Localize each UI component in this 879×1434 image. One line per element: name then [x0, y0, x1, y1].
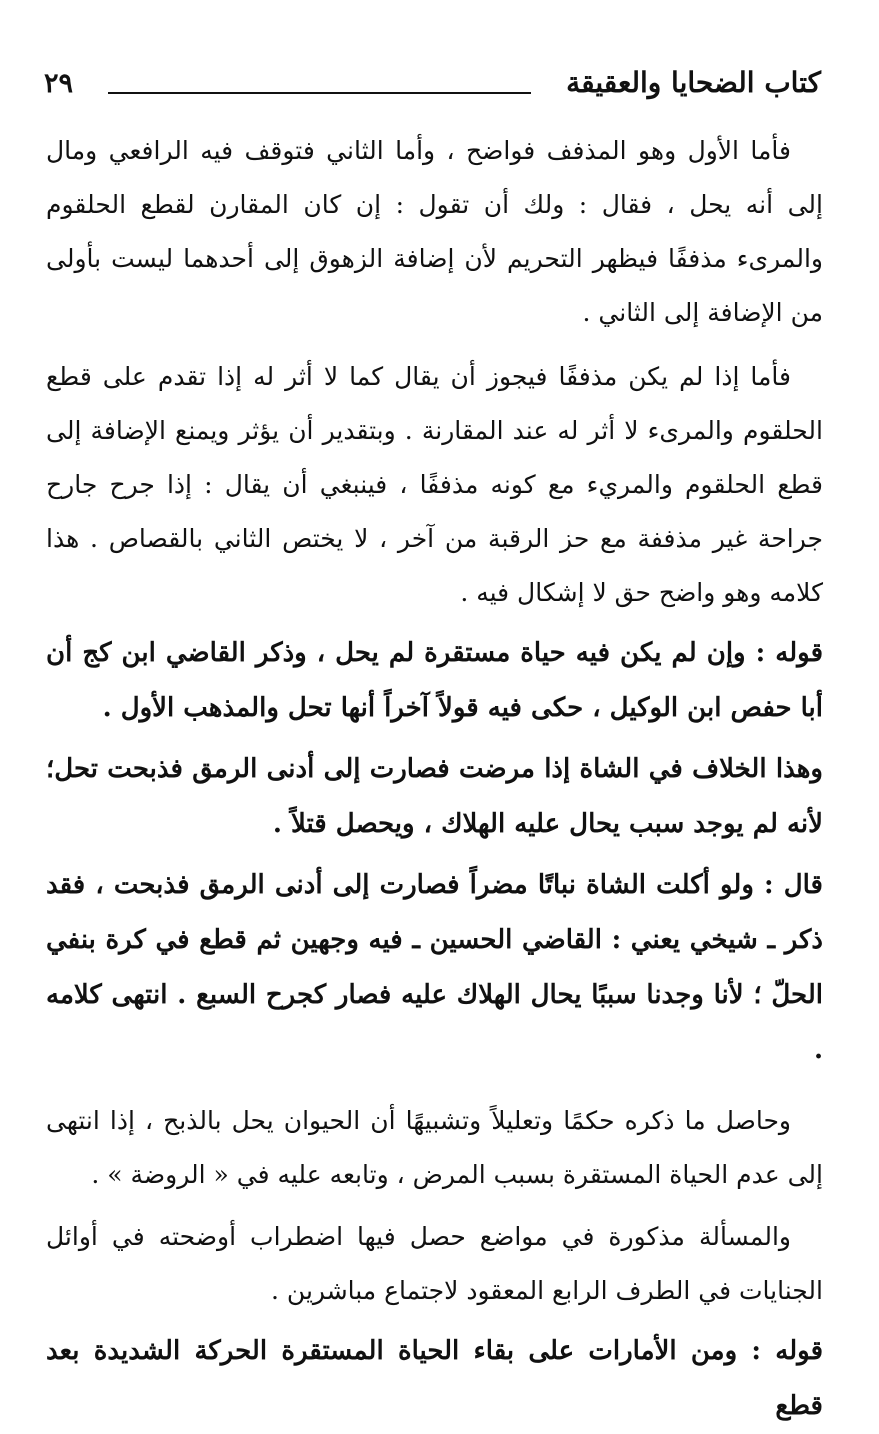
paragraph-bold-quote: قوله : وإن لم يكن فيه حياة مستقرة لم يحل ، وذكر القاضي ابن كج أن أبا حفص ابن الوكيل ، حكى فيه قولاً آخراً أنها تحل والمذهب الأول . [46, 638, 823, 723]
book-title: كتاب الضحايا والعقيقة [566, 66, 821, 99]
main-text [46, 124, 823, 1434]
running-header [44, 62, 821, 118]
header-rule [108, 92, 531, 94]
page-number: ٢٩ [44, 68, 74, 99]
paragraph: والمسألة مذكورة في مواضع حصل فيها اضطراب أوضحته في أوائل الجنايات في الطرف الرابع المعقود لاجتماع مباشرين . [46, 1222, 823, 1305]
paragraph: فأما إذا لم يكن مذففًا فيجوز أن يقال كما لا أثر له إذا تقدم على قطع الحلقوم والمرىء لا أثر له عند المقارنة . وبتقدير أن يؤثر ويمنع الإضافة إلى قطع الحلقوم والمريء مع كونه مذففًا ، فينبغي أن يقال : إذا جرح جارح جراحة غير مذففة مع حز الرقبة من آخر ، لا يختص الثاني بالقصاص . هذا كلامه وهو واضح حق لا إشكال فيه . [46, 362, 823, 607]
paragraph-bold-quote: قوله : ومن الأمارات على بقاء الحياة المستقرة الحركة الشديدة بعد قطع [46, 1336, 823, 1421]
paragraph-bold: وهذا الخلاف في الشاة إذا مرضت فصارت إلى أدنى الرمق فذبحت تحل؛ لأنه لم يوجد سبب يحال عليه الهلاك ، ويحصل قتلاً . [46, 754, 823, 839]
paragraph: وحاصل ما ذكره حكمًا وتعليلاً وتشبيهًا أن الحيوان يحل بالذبح ، إذا انتهى إلى عدم الحياة المستقرة بسبب المرض ، وتابعه عليه في « الروضة » . [46, 1106, 823, 1189]
paragraph: فأما الأول وهو المذفف فواضح ، وأما الثاني فتوقف فيه الرافعي ومال إلى أنه يحل ، فقال : ولك أن تقول : إن كان المقارن لقطع الحلقوم والمرىء مذففًا فيظهر التحريم لأن إضافة الزهوق إلى أحدهما ليست بأولى من الإضافة إلى الثاني . [46, 136, 823, 327]
paragraph-bold-quote: قال : ولو أكلت الشاة نباتًا مضراً فصارت إلى أدنى الرمق فذبحت ، فقد ذكر ـ شيخي يعني : القاضي الحسين ـ فيه وجهين ثم قطع في كرة بنفي الحلّ ؛ لأنا وجدنا سببًا يحال الهلاك عليه فصار كجرح السبع . انتهى كلامه . [46, 870, 823, 1065]
